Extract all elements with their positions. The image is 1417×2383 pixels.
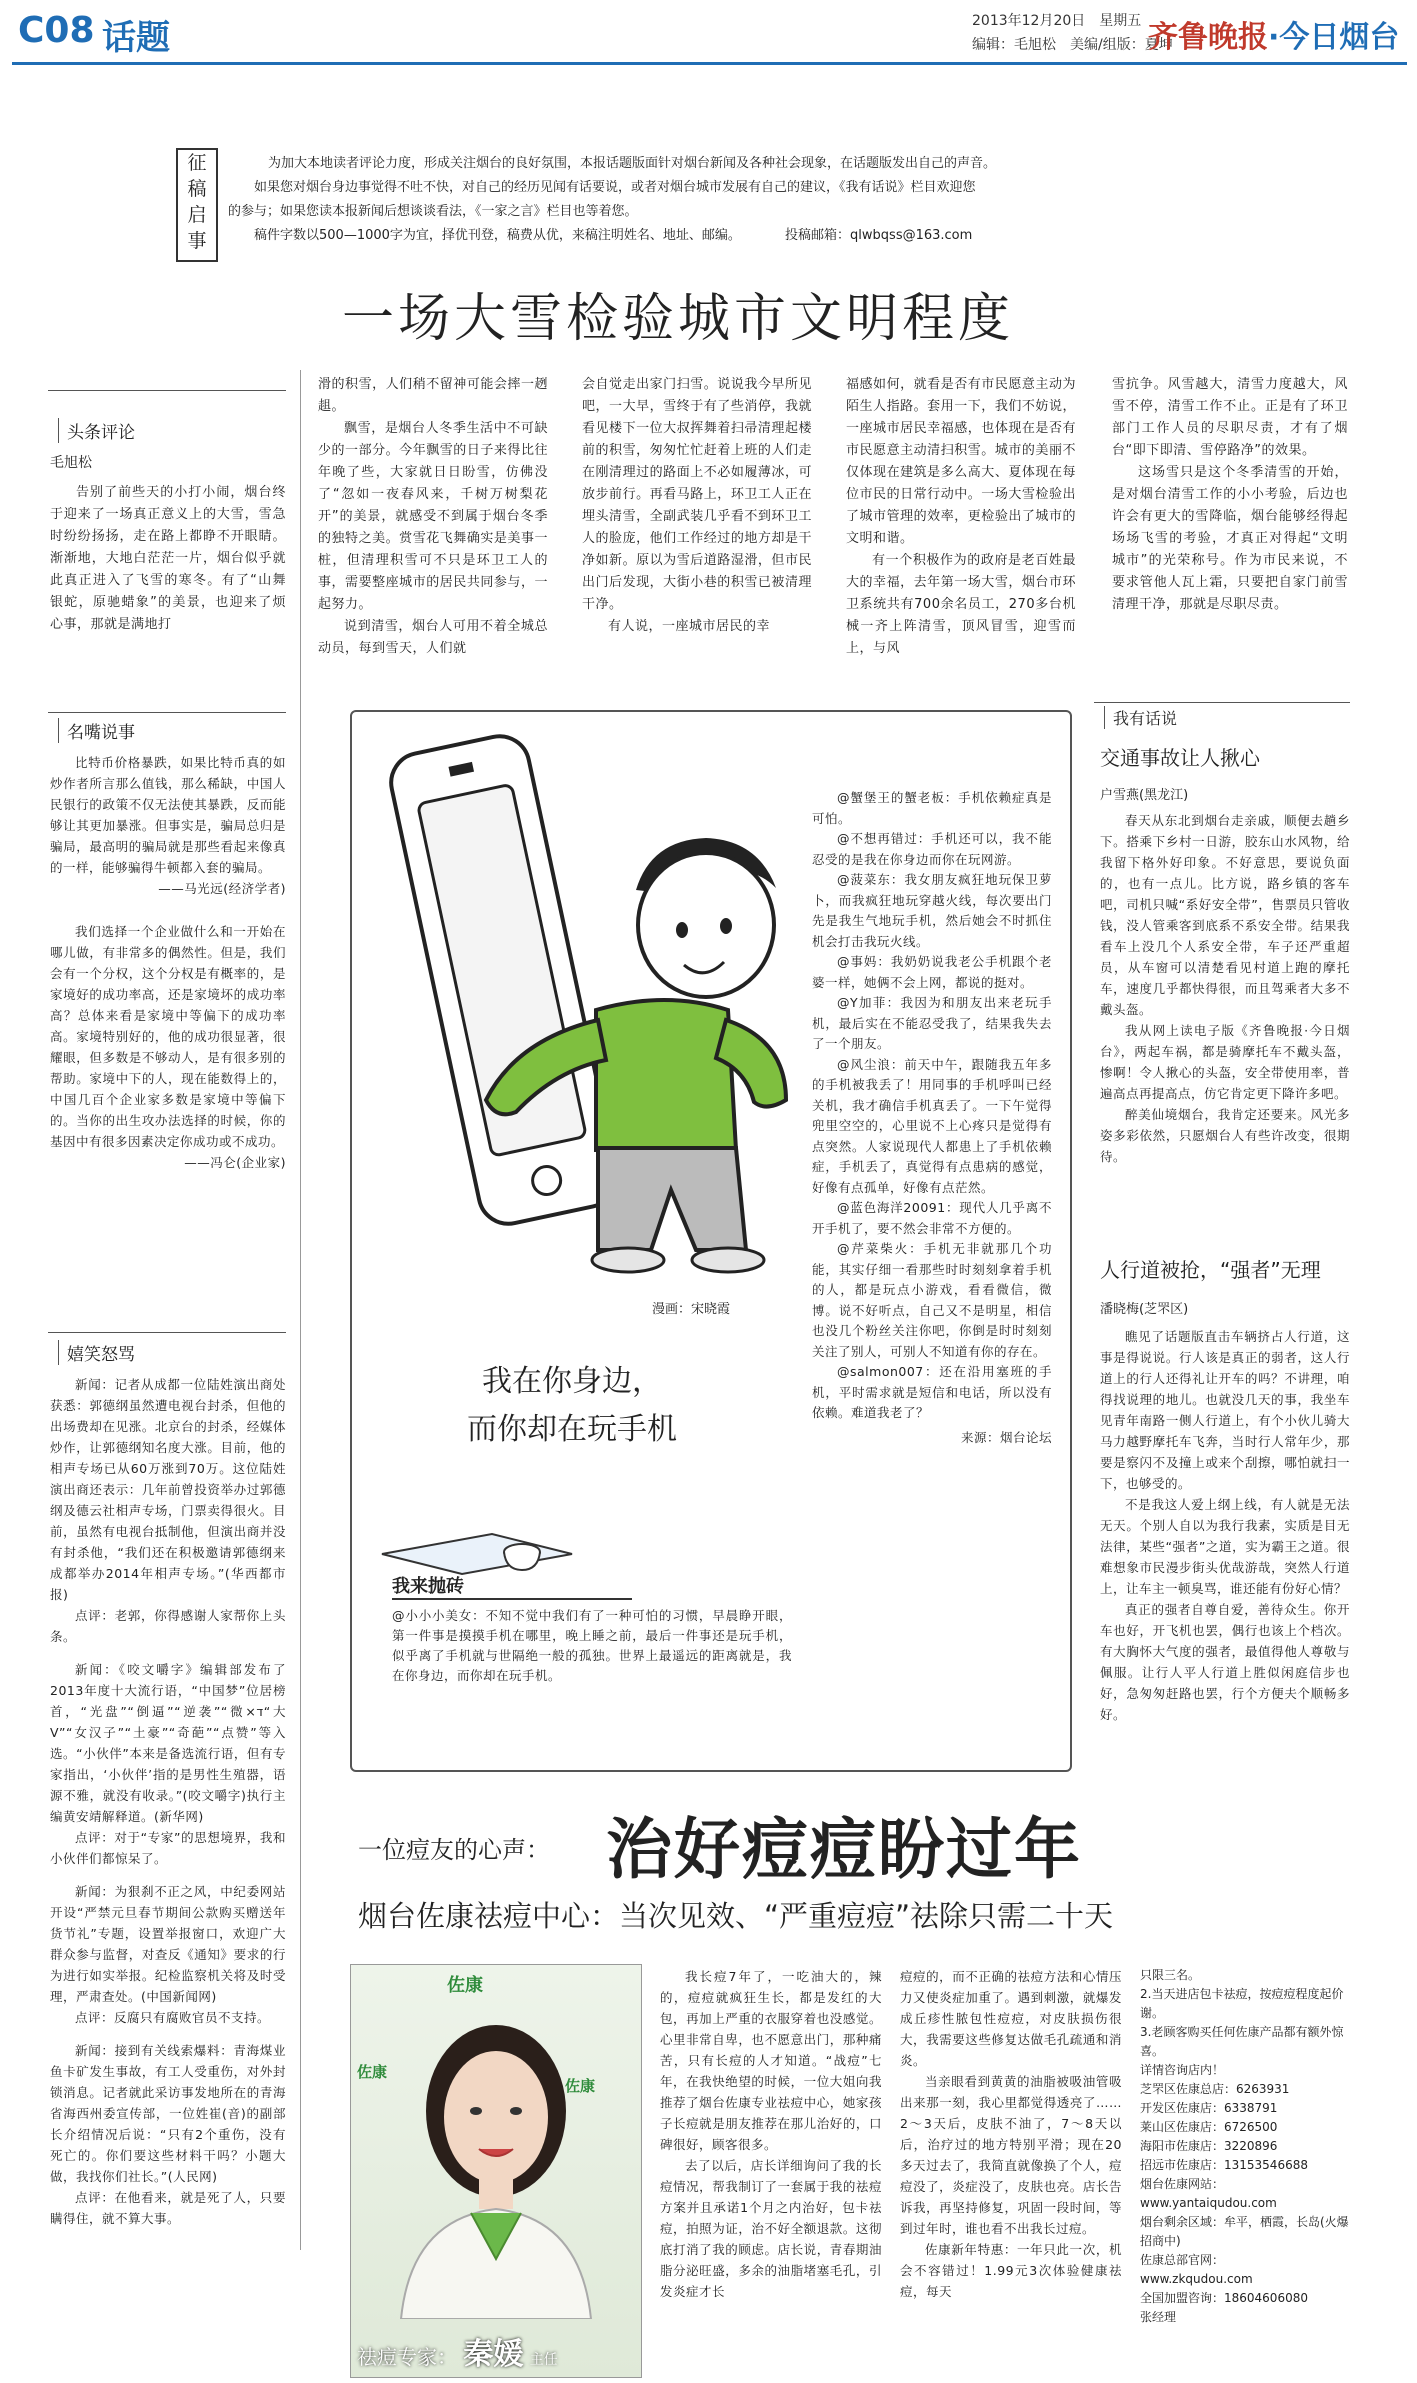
notice-email: 投稿邮箱：qlwbqss@163.com [785,228,973,243]
man-eye [676,922,688,938]
comment: @蟹堡王的蟹老板：手机依赖症真是可怕。 [812,790,1052,826]
paragraph: 去了以后，店长详细询问了我的长痘情况，帮我制订了一套属于我的祛痘方案并且承诺1个月之内治好，包卡祛痘，拍照为证，治不好全额退款。这彻底打消了我的顾虑。店长说，青春期油脂分泌旺盛，多余的油脂堵塞毛孔，引发炎症才长 [660,2158,882,2299]
lead-column-5 [1112,374,1348,616]
cartoon-title-line: 而你却在玩手机 [467,1412,677,1447]
paragraph: 说到清雪，烟台人可用不着全城总动员，每到雪天，人们就 [318,619,548,656]
ad-headline: 治好痘痘盼过年 [606,1810,1082,1888]
signature: ——马光远(经济学者) [158,881,286,896]
comment: @Y加菲：我因为和朋友出来老玩手机，最后实在不能忍受我了，结果我失去了一个朋友。 [812,995,1052,1051]
netizen-comments [812,788,1052,1448]
paragraph: 飘雪，是烟台人冬季生活中不可缺少的一部分。今年飘雪的日子来得比往年晚了些，大家就日日盼雪，仿佛没了“忽如一夜春风来，千树万树梨花开”的美景，就感受不到属于烟台冬季的独特之美。赏雪花飞舞确实是美事一桩，但清理积雪可不只是环卫工人的事，需要整座城市的居民共同参与，一起努力。 [318,421,548,612]
section-name: 话题 [102,18,170,58]
paragraph: 会自觉走出家门扫雪。说说我今早所见吧，一大早，雪终于有了些消停，我就看见楼下一位大叔挥舞着扫帚清理起楼前的积雪，匆匆忙忙赶着上班的人们走在刚清理过的路面上不必如履薄冰，可放步前行。再看马路上，环卫工人正在埋头清雪，全副武装几乎看不到环卫工人的脸庞，他们工作经过的地方却是干净如新。原以为雪后道路湿滑，但市民出门后发现，大街小巷的积雪已被清理干净。 [582,377,812,612]
expert-portrait [371,1999,621,2319]
paragraph: 瞧见了话题版直击车辆挤占人行道，这事是得说说。行人该是真正的弱者，这人行道上的行人还得礼让开车的吗？不讲理，咱得找说理的地儿。也就没几天的事，我坐车见青年南路一侧人行道上，有个小伙儿骑大马力越野摩托车飞奔，当时行人常年少，那要是察闪不及撞上或来个刮擦，哪怕就扫一下，也够受的。 [1100,1329,1350,1491]
man-shoe [592,1248,664,1272]
page-code: C08 [18,10,95,51]
notice-badge-char: 征 [187,152,207,174]
news-text: 新闻：接到有关线索爆料：青海煤业鱼卡矿发生事故，有工人受重伤，对外封锁消息。记者就此采访事发地所在的青海省海西州委宣传部，一位姓崔(音)的副部长介绍情况后说：“只有2个重伤，没有死亡的。你们要这些材料干吗？小题大做，我找你们社长。”(人民网) [50,2043,286,2184]
cartoon-title [442,1358,702,1454]
comment: @不想再错过：手机还可以，我不能忍受的是我在你身边而你在玩网游。 [812,831,1052,867]
expert-name: 秦媛 [463,2337,524,2372]
mingzui-column [50,752,286,1173]
section-rule [48,1332,286,1333]
letter-body [1100,1326,1350,1725]
website-link[interactable]: www.yantaiqudou.com [1140,2196,1277,2210]
section-label-woyou: 我有话说 [1104,706,1177,729]
paragraph: 我长痘7年了，一吃油大的，辣的，痘痘就疯狂生长，都是发红的大包，再加上严重的衣服穿着也没感觉。心里非常自卑，也不愿意出门，那种痛苦，只有长痘的人才知道。“战痘”七年，在我快绝望的时候，一位大姐向我推荐了烟台佐康专业祛痘中心，她家孩子长痘就是朋友推荐在那儿治好的，口碑很好，顾客很多。 [660,1969,882,2152]
expert-photo [350,1964,642,2378]
man-face [638,853,774,997]
news-text: 新闻：为狠刹不正之风，中纪委网站开设“严禁元旦春节期间公款购买赠送年货节礼”专题，设置举报窗口，欢迎广大群众参与监督，对查反《通知》要求的行为进行如实举报。纪检监察机关将及时受理，严肃查处。(中国新闻网) [50,1884,286,2004]
paragraph: 痘痘的，而不正确的祛痘方法和心情压力又使炎症加重了。遇到刺激，就爆发成丘疹性脓包性痘痘，对皮肤损伤很大，我需要这些修复达做毛孔疏通和消炎。 [900,1969,1122,2068]
section-rule [1094,702,1350,703]
lead-author: 毛旭松 [50,455,92,471]
section-label-mingzui: 名嘴说事 [58,718,135,743]
editor-credits: 编辑：毛旭松 美编/组版：夏坤 [972,37,1173,53]
call-for-submissions [176,148,1256,260]
paragraph: 告别了前些天的小打小闹，烟台终于迎来了一场真正意义上的大雪，雪急时纷纷扬扬，走在路上都睁不开眼睛。渐渐地，大地白茫茫一片，烟台似乎就此真正进入了飞雪的寒冬。有了“山舞银蛇，原驰蜡象”的美景，也迎来了烦心事，那就是满地打 [50,485,286,632]
comment: @事妈：我奶奶说我老公手机跟个老婆一样，她俩不会上网，都说的挺对。 [812,954,1052,990]
ad-line: 详情咨询店内！ [1140,2063,1225,2077]
notice-badge-char: 启 [187,204,207,226]
lead-column-3 [582,374,812,638]
ad-kicker: 一位痘友的心声： [358,1836,550,1864]
cartoon-title-line: 我在你身边， [482,1364,662,1399]
masthead-rule [12,62,1407,65]
brand-logo: 佐康 [565,2077,596,2095]
notice-badge-char: 事 [187,230,207,252]
ad-line: 佐康总部官网： [1140,2253,1225,2267]
section-label-toutiao: 头条评论 [58,418,135,443]
paper-logo: 齐鲁晚报 [1148,20,1268,55]
notice-line [228,224,1248,248]
comment: @菠菜东：我女朋友疯狂地玩保卫萝卜，而我疯狂地玩穿越火线，每次要出门先是我生气地玩手机，然后她会不时抓住机会打击我玩火线。 [812,872,1052,949]
paragraph: 有一个积极作为的政府是老百姓最大的幸福，去年第一场大雪，烟台市环卫系统共有700余名员工，270多台机械一齐上阵清雪，顶风冒雪，迎雪而上，与风 [846,553,1076,656]
comment: @蓝色海洋20091：现代人几乎离不开手机了，要不然会非常不方便的。 [812,1200,1052,1236]
paragraph: 春天从东北到烟台走亲戚，顺便去趟乡下。搭乘下乡村一日游，胶东山水风物，给我留下格外好印象。不好意思，要说负面的，也有一点儿。比方说，路乡镇的客车吧，司机只喊“系好安全带”，售票员只管收钱，没人管乘客到底系不系安全带。结果我看车上没几个人系安全带，车子还严重超员，从车窗可以清楚看见村道上跑的摩托车，速度几乎都快得很，而且驾乘者大多不戴头盔。 [1100,813,1350,1017]
notice-line: 的参与；如果您读本报新闻后想谈谈看法，《一家之言》栏目也等着您。 [228,204,638,219]
letter-author: 户雪燕(黑龙江) [1100,788,1189,803]
brand-logo: 佐康 [447,1975,483,1996]
paragraph: 我从网上读电子版《齐鲁晚报·今日烟台》，两起车祸，都是骑摩托车不戴头盔，惨啊！令人揪心的头盔，安全带使用率，普遍高点再提高点，仿它肯定更下降许多吧。 [1100,1023,1350,1101]
ad-column-2 [900,1966,1122,2302]
column-divider [300,370,301,2250]
paragraph: 醉美仙境烟台，我肯定还要来。风光多姿多彩依然，只愿烟台人有些许改变，很期待。 [1100,1107,1350,1164]
news-text: 新闻：《咬文嚼字》编辑部发布了2013年度十大流行语，“中国梦”位居榜首，“光盘”“倒逼”“逆袭”“微×ד“大V”“女汉子”“土豪”“奇葩”“点赞”等入选。“小伙伴”本来是备选流行语，但有专家指出，‘小伙伴’指的是男性生殖器，语源不雅，就没有收录。”(咬文嚼字)执行主编黄安靖解释道。(新华网) [50,1662,286,1824]
notice-rules: 稿件字数以500—1000字为宜，择优刊登，稿费从优，来稿注明姓名、地址、邮编。 [254,228,741,243]
notice-body [228,152,1248,248]
edition-name: ·今日烟台 [1268,20,1400,55]
ad-line: 烟台佐康网站： [1140,2177,1225,2191]
comment: @芹菜柴火：手机无非就那几个功能，其实仔细一看那些时时刻刻拿着手机的人，都是玩点小游戏，看看微信，微博。说不好听点，自己又不是明星，相信也没几个粉丝关注你吧，你倒是时时刻刻关注了别人，可别人不知道有你的存在。 [812,1241,1052,1359]
news-comment: 点评：老郭，你得感谢人家帮你上头条。 [50,1608,286,1644]
expert-title: 主任 [529,2352,558,2368]
ad-subhead: 烟台佐康祛痘中心：当次见效、“严重痘痘”祛除只需二十天 [358,1899,1114,1933]
store-phone: 招远市佐康店：13153546688 [1140,2158,1308,2172]
lead-column-2 [318,374,548,660]
notice-badge [176,148,218,262]
paragraph: 比特币价格暴跌，如果比特币真的如炒作者所言那么值钱，那么稀缺，中国人民银行的政策不仅无法使其暴跌，反而能够让其更加暴涨。但事实是，骗局总归是骗局，最高明的骗局就是那些看起来像真的一样，能够骗得牛顿都入套的骗局。 [50,755,286,875]
man-shoe [692,1248,764,1272]
paragraph: 佐康新年特惠：一年只此一次，机会不容错过！1.99元3次体验健康祛痘，每天 [900,2242,1122,2299]
news-comment: 点评：对于“专家”的思想境界，我和小伙伴们都惊呆了。 [50,1830,286,1866]
cartoon-illustration [366,720,796,1290]
paper-name [1148,12,1399,56]
store-phone: 莱山区佐康店：6726500 [1140,2120,1278,2134]
ad-column-1 [660,1966,882,2302]
cartoon-box [350,710,1072,1772]
letter-body [1100,810,1350,1167]
letter-title: 人行道被抢，“强者”无理 [1100,1258,1321,1282]
notice-line: 为加大本地读者评论力度，形成关注烟台的良好氛围，本报话题版面针对烟台新闻及各种社会现象，在话题版发出自己的声音。 [268,156,997,171]
issue-date: 2013年12月20日 星期五 [972,13,1142,29]
man-pants [598,1148,746,1250]
website-link[interactable]: www.zkqudou.com [1140,2272,1253,2286]
news-comment: 点评：反腐只有腐败官员不支持。 [75,2010,271,2025]
news-text: 新闻：记者从成都一位陆姓演出商处获悉：郭德纲虽然遭电视台封杀，但他的出场费却在见涨。北京台的封杀，经媒体炒作，让郭德纲知名度大涨。目前，他的相声专场已从60万涨到70万。这位陆姓演出商还表示：几年前曾投资举办过郭德纲及德云社相声专场，门票卖得很火。目前，虽然有电视台抵制他，但演出商并没有封杀他，“我们还在积极邀请郭德纲来成都举办2014年相声专场。”(华西都市报) [50,1377,286,1602]
brand-logo: 佐康 [357,2063,388,2081]
signature: ——冯仑(企业家) [184,1155,286,1170]
brick-text: @小小小美女：不知不觉中我们有了一种可怕的习惯，早晨睁开眼，第一件事是摸摸手机在哪里，晚上睡之前，最后一件事还是玩手机，似乎离了手机就与世隔绝一般的孤独。世界上最遥远的距离就是，我在你身边，而你却在玩手机。 [392,1608,792,1683]
ad-line: 烟台剩余区域：牟平，栖霞，长岛(火爆招商中) [1140,2215,1349,2248]
letter-author: 潘晓梅(芝罘区) [1100,1302,1189,1317]
section-label-xixiao: 嬉笑怒骂 [58,1340,135,1365]
comments-source: 来源：烟台论坛 [960,1429,1052,1445]
store-phone: 芝罘区佐康总店：6263931 [1140,2082,1290,2096]
masthead [0,0,1417,62]
paragraph: 真正的强者自尊自爱，善待众生。你开车也好，开飞机也罢，偶行也该上个档次。有大胸怀大气度的强者，最值得他人尊敬与佩服。让行人平人行道上胜似闲庭信步也好，急匆匆赶路也罢，行个方便夫个顺畅多好。 [1100,1602,1350,1722]
comment: @salmon007：还在沿用塞班的手机，平时需求就是短信和电话，所以没有依赖。难道我老了？ [812,1364,1052,1420]
paragraph: 雪抗争。风雪越大，清雪力度越大，风雪不停，清雪工作不止。正是有了环卫部门工作人员的尽职尽责，才有了烟台“即下即清、雪停路净”的效果。 [1112,377,1348,458]
letter-title: 交通事故让人揪心 [1100,746,1260,770]
xixiao-column [50,1374,286,2229]
ad-line: 只限三名。 [1140,1968,1201,1982]
notice-line: 如果您对烟台身边事觉得不吐不快，对自己的经历见闻有话要说，或者对烟台城市发展有自己的建议，《我有话说》栏目欢迎您 [254,180,976,195]
cartoon-credit: 漫画：宋晓霞 [652,1302,731,1317]
expert-label: 祛痘专家： [357,2345,457,2369]
comment: @风尘浪：前天中午，跟随我五年多的手机被我丢了！用同事的手机呼叫已经关机，我才确信手机真丢了。一下午觉得兜里空空的，心里说不上心疼只是觉得有点突然。人家说现代人都患上了手机依赖症，手机丢了，真觉得有点患病的感觉，好像有点孤单，好像有点茫然。 [812,1056,1052,1195]
contact-name: 张经理 [1140,2310,1177,2324]
brick-rule [392,1598,632,1600]
store-phone: 开发区佐康店：6338791 [1140,2101,1278,2115]
ad-column-3 [1140,1966,1360,2327]
paragraph: 有人说，一座城市居民的幸 [608,619,771,634]
paragraph: 不是我这人爱上纲上线，有人就是无法无天。个别人自以为我行我素，实质是目无法律，某些“强者”之道，实为霸王之道。很难想象市民漫步街头优哉游哉，突然人行道上，让车主一顿臭骂，谁还能有份好心情？ [1100,1497,1350,1596]
section-rule [48,390,286,391]
ad-line: 3.老顾客购买任何佐康产品都有额外惊喜。 [1140,2025,1344,2058]
section-rule [48,712,286,713]
expert-caption [357,2329,558,2373]
hotline: 全国加盟咨询：18604606080 [1140,2291,1308,2305]
paragraph: 这场雪只是这个冬季清雪的开始，是对烟台清雪工作的小小考验，后边也许会有更大的雪降临，烟台能够经得起场场飞雪的考验，才真正对得起“文明城市”的光荣称号。作为市民来说，不要求管他人瓦上霜，只要把自家门前雪清理干净，那就是尽职尽责。 [1112,465,1348,612]
man-eye [720,918,732,934]
ad-line: 2.当天进店包卡祛痘，按痘痘程度起价谢。 [1140,1987,1344,2020]
paragraph: 滑的积雪，人们稍不留神可能会摔一趔趄。 [318,377,548,414]
news-comment: 点评：在他看来，就是死了人，只要瞒得住，就不算大事。 [50,2190,286,2226]
lead-column-1 [50,482,286,636]
notice-badge-char: 稿 [187,178,207,200]
brick-label: 我来抛砖 [392,1576,464,1597]
paragraph: 福感如何，就看是否有市民愿意主动为陌生人指路。套用一下，我们不妨说，一座城市居民幸福感，也体现在是否有市民愿意主动清扫积雪。城市的美丽不仅体现在建筑是多么高大、夏体现在每位市民的日常行动中。一场大雪检验出了城市管理的效率，更检验出了城市的文明和谐。 [846,377,1076,546]
paragraph: 我们选择一个企业做什么和一开始在哪儿做，有非常多的偶然性。但是，我们会有一个分权，这个分权是有概率的，是家境好的成功率高，还是家境坏的成功率高？总体来看是家境中等偏下的成功率高。家境特别好的，他的成功很显著，很耀眼，但多数是不够动人，是有很多别的帮助。家境中下的人，现在能数得上的，中国几百个企业家多数是家境中等偏下的。当你的出生攻办法选择的时候，你的基因中有很多因素决定你成功或不成功。 [50,924,286,1149]
man-shirt [596,1000,736,1150]
page-headline: 一场大雪检验城市文明程度 [342,289,1015,349]
store-phone: 海阳市佐康店：3220896 [1140,2139,1278,2153]
lead-column-4 [846,374,1076,660]
paragraph: 当亲眼看到黄黄的油脂被吸油管吸出来那一刻，我心里都觉得透亮了……2～3天后，皮肤不油了，7～8天以后，治疗过的地方特别平滑；现在20多天过去了，我简直就像换了个人，痘痘没了，炎症没了，皮肤也亮。店长告诉我，再坚持修复，巩固一段时间，等到过年时，谁也看不出我长过痘。 [900,2074,1122,2236]
